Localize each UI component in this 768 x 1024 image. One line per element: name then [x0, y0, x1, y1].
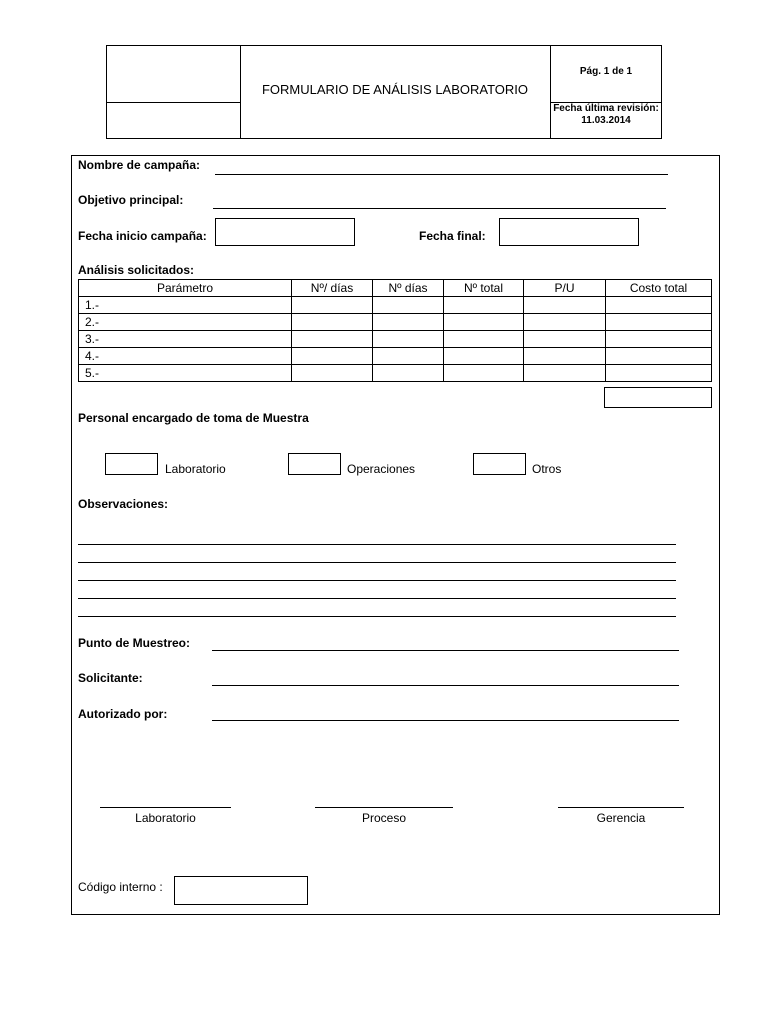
others-option-label: Otros	[532, 462, 562, 476]
table-cell[interactable]	[606, 348, 712, 365]
table-cell[interactable]	[524, 365, 606, 382]
table-header-row	[79, 280, 712, 297]
table-cell[interactable]	[373, 314, 444, 331]
table-cell[interactable]	[524, 331, 606, 348]
campaign-name-field[interactable]	[215, 174, 668, 175]
page-number: Pág. 1 de 1	[579, 66, 633, 77]
objective-field[interactable]	[213, 208, 666, 209]
table-cell[interactable]	[524, 348, 606, 365]
signature-label: Gerencia	[596, 811, 646, 825]
form-body	[71, 155, 720, 915]
column-header: Nº días	[373, 280, 444, 297]
table-cell[interactable]	[444, 365, 524, 382]
table-cell[interactable]	[444, 331, 524, 348]
table-row	[79, 365, 712, 382]
column-header: Parámetro	[79, 280, 292, 297]
sampling-point-field[interactable]	[212, 650, 679, 651]
table-cell[interactable]	[292, 314, 373, 331]
table-cell[interactable]	[292, 348, 373, 365]
authorized-by-field[interactable]	[212, 720, 679, 721]
signature-label: Laboratorio	[135, 811, 196, 825]
requester-label: Solicitante:	[78, 671, 143, 685]
table-cell[interactable]	[524, 297, 606, 314]
analysis-title: Análisis solicitados:	[78, 263, 195, 277]
end-date-label: Fecha final:	[419, 229, 486, 243]
observation-line[interactable]	[78, 580, 676, 581]
row-number: 4.-	[79, 348, 292, 365]
form-title: FORMULARIO DE ANÁLISIS LABORATORIO	[261, 82, 529, 97]
start-date-field[interactable]	[215, 218, 355, 246]
observation-line[interactable]	[78, 598, 676, 599]
table-cell[interactable]	[373, 297, 444, 314]
table-cell[interactable]	[606, 297, 712, 314]
signature-line[interactable]	[100, 807, 231, 808]
operations-checkbox[interactable]	[288, 453, 341, 475]
table-cell[interactable]	[373, 365, 444, 382]
sampling-point-label: Punto de Muestreo:	[78, 636, 191, 650]
column-header: Nº total	[444, 280, 524, 297]
row-number: 2.-	[79, 314, 292, 331]
laboratory-option-label: Laboratorio	[165, 462, 226, 476]
table-cell[interactable]	[444, 314, 524, 331]
others-checkbox[interactable]	[473, 453, 526, 475]
revision-date: 11.03.2014	[581, 115, 631, 126]
header-divider	[107, 102, 240, 103]
table-row	[79, 348, 712, 365]
total-cost-field[interactable]	[604, 387, 712, 408]
signature-line[interactable]	[315, 807, 453, 808]
table-cell[interactable]	[292, 297, 373, 314]
column-header: Nº/ días	[292, 280, 373, 297]
table-cell[interactable]	[373, 331, 444, 348]
table-cell[interactable]	[606, 314, 712, 331]
observations-title: Observaciones:	[78, 497, 169, 511]
observation-line[interactable]	[78, 562, 676, 563]
signature-label: Proceso	[361, 811, 407, 825]
table-row	[79, 297, 712, 314]
signature-line[interactable]	[558, 807, 684, 808]
table-cell[interactable]	[292, 365, 373, 382]
table-cell[interactable]	[444, 297, 524, 314]
column-header: P/U	[524, 280, 606, 297]
analysis-table	[78, 279, 712, 382]
table-cell[interactable]	[606, 365, 712, 382]
start-date-label: Fecha inicio campaña:	[78, 229, 207, 243]
revision-label: Fecha última revisión:	[553, 103, 659, 114]
internal-code-field[interactable]	[174, 876, 308, 905]
observation-line[interactable]	[78, 616, 676, 617]
column-header: Costo total	[606, 280, 712, 297]
table-cell[interactable]	[292, 331, 373, 348]
row-number: 5.-	[79, 365, 292, 382]
laboratory-checkbox[interactable]	[105, 453, 158, 475]
observation-line[interactable]	[78, 544, 676, 545]
row-number: 1.-	[79, 297, 292, 314]
table-cell[interactable]	[373, 348, 444, 365]
revision-info	[551, 103, 661, 127]
end-date-field[interactable]	[499, 218, 639, 246]
personnel-title: Personal encargado de toma de Muestra	[78, 411, 309, 425]
table-row	[79, 314, 712, 331]
table-cell[interactable]	[444, 348, 524, 365]
operations-option-label: Operaciones	[347, 462, 416, 476]
row-number: 3.-	[79, 331, 292, 348]
table-row	[79, 331, 712, 348]
table-cell[interactable]	[606, 331, 712, 348]
authorized-by-label: Autorizado por:	[78, 707, 168, 721]
table-cell[interactable]	[524, 314, 606, 331]
campaign-name-label: Nombre de campaña:	[78, 158, 201, 172]
requester-field[interactable]	[212, 685, 679, 686]
internal-code-label: Código interno :	[78, 880, 163, 894]
form-header	[106, 45, 662, 139]
objective-label: Objetivo principal:	[78, 193, 184, 207]
